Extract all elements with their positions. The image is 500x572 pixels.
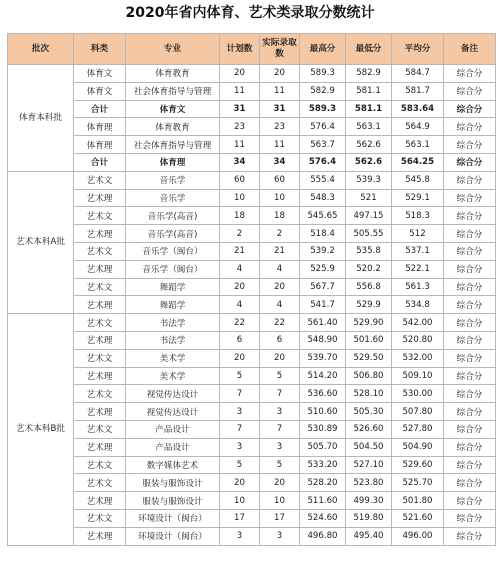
- batch-cell: 体育本科批: [8, 65, 74, 172]
- actual-cell: 3: [260, 527, 300, 545]
- header-batch: 批次: [8, 34, 74, 65]
- actual-cell: 7: [260, 385, 300, 403]
- batch-cell: 艺术本科A批: [8, 171, 74, 313]
- major-cell: 产品设计: [126, 438, 220, 456]
- note-cell: 综合分: [444, 225, 496, 243]
- max-score-cell: 514.20: [300, 367, 346, 385]
- table-row: [8, 420, 496, 438]
- header-avg: 平均分: [392, 34, 444, 65]
- major-cell: 美术学: [126, 349, 220, 367]
- plan-cell: 20: [220, 349, 260, 367]
- major-cell: 社会体育指导与管理: [126, 82, 220, 100]
- avg-score-cell: 529.1: [392, 189, 444, 207]
- actual-cell: 31: [260, 100, 300, 118]
- max-score-cell: 536.60: [300, 385, 346, 403]
- note-cell: 综合分: [444, 207, 496, 225]
- header-min: 最低分: [346, 34, 392, 65]
- note-cell: 综合分: [444, 492, 496, 510]
- avg-score-cell: 509.10: [392, 367, 444, 385]
- avg-score-cell: 545.8: [392, 171, 444, 189]
- note-cell: 综合分: [444, 527, 496, 545]
- plan-cell: 7: [220, 385, 260, 403]
- category-cell: 艺术理: [74, 367, 126, 385]
- avg-score-cell: 530.00: [392, 385, 444, 403]
- major-cell: 社会体育指导与管理: [126, 136, 220, 154]
- major-cell: 环境设计（闽台）: [126, 509, 220, 527]
- header-major: 专业: [126, 34, 220, 65]
- table-row: [8, 367, 496, 385]
- avg-score-cell: 521.60: [392, 509, 444, 527]
- min-score-cell: 499.30: [346, 492, 392, 510]
- scores-table: [7, 33, 496, 546]
- max-score-cell: 505.70: [300, 438, 346, 456]
- category-cell: 体育文: [74, 82, 126, 100]
- plan-cell: 5: [220, 367, 260, 385]
- plan-cell: 22: [220, 314, 260, 332]
- category-cell: 艺术理: [74, 189, 126, 207]
- min-score-cell: 523.80: [346, 474, 392, 492]
- category-cell: 艺术文: [74, 242, 126, 260]
- note-cell: 综合分: [444, 438, 496, 456]
- avg-score-cell: 522.1: [392, 260, 444, 278]
- avg-score-cell: 561.3: [392, 278, 444, 296]
- category-cell: 艺术理: [74, 296, 126, 314]
- category-cell: 艺术理: [74, 331, 126, 349]
- actual-cell: 22: [260, 314, 300, 332]
- table-row: [8, 153, 496, 171]
- plan-cell: 10: [220, 189, 260, 207]
- plan-cell: 18: [220, 207, 260, 225]
- header-actual: 实际录取数: [260, 34, 300, 65]
- min-score-cell: 501.60: [346, 331, 392, 349]
- max-score-cell: 510.60: [300, 403, 346, 421]
- table-row: [8, 331, 496, 349]
- major-cell: 舞蹈学: [126, 278, 220, 296]
- avg-score-cell: 518.3: [392, 207, 444, 225]
- plan-cell: 11: [220, 82, 260, 100]
- category-cell: 合计: [74, 100, 126, 118]
- category-cell: 体育文: [74, 65, 126, 83]
- max-score-cell: 576.4: [300, 118, 346, 136]
- plan-cell: 60: [220, 171, 260, 189]
- plan-cell: 10: [220, 492, 260, 510]
- page-title: 2020年省内体育、艺术类录取分数统计: [125, 5, 375, 21]
- actual-cell: 4: [260, 296, 300, 314]
- max-score-cell: 563.7: [300, 136, 346, 154]
- table-row: [8, 385, 496, 403]
- category-cell: 艺术文: [74, 278, 126, 296]
- min-score-cell: 505.55: [346, 225, 392, 243]
- category-cell: 合计: [74, 153, 126, 171]
- category-cell: 艺术文: [74, 509, 126, 527]
- max-score-cell: 496.80: [300, 527, 346, 545]
- category-cell: 体育理: [74, 118, 126, 136]
- table-row: [8, 403, 496, 421]
- max-score-cell: 524.60: [300, 509, 346, 527]
- max-score-cell: 582.9: [300, 82, 346, 100]
- table-row: [8, 189, 496, 207]
- category-cell: 艺术文: [74, 171, 126, 189]
- major-cell: 服装与服饰设计: [126, 474, 220, 492]
- major-cell: 音乐学（闽台）: [126, 242, 220, 260]
- note-cell: 综合分: [444, 242, 496, 260]
- max-score-cell: 525.9: [300, 260, 346, 278]
- plan-cell: 20: [220, 65, 260, 83]
- min-score-cell: 581.1: [346, 100, 392, 118]
- max-score-cell: 548.3: [300, 189, 346, 207]
- batch-cell: 艺术本科B批: [8, 314, 74, 545]
- min-score-cell: 539.3: [346, 171, 392, 189]
- header-row: [8, 34, 496, 65]
- category-cell: 艺术文: [74, 385, 126, 403]
- avg-score-cell: 564.9: [392, 118, 444, 136]
- max-score-cell: 539.70: [300, 349, 346, 367]
- header-note: 备注: [444, 34, 496, 65]
- avg-score-cell: 496.00: [392, 527, 444, 545]
- note-cell: 综合分: [444, 331, 496, 349]
- table-row: [8, 314, 496, 332]
- table-row: [8, 456, 496, 474]
- max-score-cell: 528.20: [300, 474, 346, 492]
- category-cell: 艺术理: [74, 260, 126, 278]
- actual-cell: 4: [260, 260, 300, 278]
- table-row: [8, 136, 496, 154]
- plan-cell: 2: [220, 225, 260, 243]
- table-row: [8, 492, 496, 510]
- actual-cell: 3: [260, 403, 300, 421]
- table-row: [8, 100, 496, 118]
- max-score-cell: 576.4: [300, 153, 346, 171]
- actual-cell: 34: [260, 153, 300, 171]
- avg-score-cell: 529.60: [392, 456, 444, 474]
- min-score-cell: 562.6: [346, 136, 392, 154]
- table-row: [8, 171, 496, 189]
- avg-score-cell: 525.70: [392, 474, 444, 492]
- avg-score-cell: 507.80: [392, 403, 444, 421]
- major-cell: 体育理: [126, 153, 220, 171]
- actual-cell: 7: [260, 420, 300, 438]
- actual-cell: 20: [260, 349, 300, 367]
- actual-cell: 20: [260, 474, 300, 492]
- note-cell: 综合分: [444, 474, 496, 492]
- table-row: [8, 82, 496, 100]
- avg-score-cell: 527.80: [392, 420, 444, 438]
- max-score-cell: 545.65: [300, 207, 346, 225]
- note-cell: 综合分: [444, 278, 496, 296]
- category-cell: 艺术理: [74, 225, 126, 243]
- min-score-cell: 529.90: [346, 314, 392, 332]
- actual-cell: 11: [260, 82, 300, 100]
- min-score-cell: 519.80: [346, 509, 392, 527]
- min-score-cell: 495.40: [346, 527, 392, 545]
- note-cell: 综合分: [444, 403, 496, 421]
- category-cell: 艺术文: [74, 207, 126, 225]
- avg-score-cell: 581.7: [392, 82, 444, 100]
- major-cell: 音乐学(高音): [126, 207, 220, 225]
- max-score-cell: 548.90: [300, 331, 346, 349]
- table-row: [8, 438, 496, 456]
- actual-cell: 17: [260, 509, 300, 527]
- note-cell: 综合分: [444, 349, 496, 367]
- min-score-cell: 504.50: [346, 438, 392, 456]
- max-score-cell: 533.20: [300, 456, 346, 474]
- min-score-cell: 529.9: [346, 296, 392, 314]
- avg-score-cell: 584.7: [392, 65, 444, 83]
- avg-score-cell: 504.90: [392, 438, 444, 456]
- actual-cell: 5: [260, 456, 300, 474]
- min-score-cell: 529.50: [346, 349, 392, 367]
- major-cell: 产品设计: [126, 420, 220, 438]
- plan-cell: 3: [220, 527, 260, 545]
- major-cell: 音乐学: [126, 189, 220, 207]
- avg-score-cell: 512: [392, 225, 444, 243]
- category-cell: 体育理: [74, 136, 126, 154]
- actual-cell: 5: [260, 367, 300, 385]
- actual-cell: 60: [260, 171, 300, 189]
- actual-cell: 6: [260, 331, 300, 349]
- avg-score-cell: 501.80: [392, 492, 444, 510]
- plan-cell: 31: [220, 100, 260, 118]
- min-score-cell: 521: [346, 189, 392, 207]
- major-cell: 数字媒体艺术: [126, 456, 220, 474]
- min-score-cell: 563.1: [346, 118, 392, 136]
- max-score-cell: 539.2: [300, 242, 346, 260]
- note-cell: 综合分: [444, 100, 496, 118]
- avg-score-cell: 583.64: [392, 100, 444, 118]
- category-cell: 艺术文: [74, 349, 126, 367]
- max-score-cell: 567.7: [300, 278, 346, 296]
- table-row: [8, 260, 496, 278]
- category-cell: 艺术文: [74, 314, 126, 332]
- major-cell: 环境设计（闽台）: [126, 527, 220, 545]
- plan-cell: 5: [220, 456, 260, 474]
- major-cell: 体育文: [126, 100, 220, 118]
- actual-cell: 10: [260, 189, 300, 207]
- avg-score-cell: 534.8: [392, 296, 444, 314]
- min-score-cell: 535.8: [346, 242, 392, 260]
- actual-cell: 23: [260, 118, 300, 136]
- major-cell: 视觉传达设计: [126, 385, 220, 403]
- actual-cell: 2: [260, 225, 300, 243]
- note-cell: 综合分: [444, 260, 496, 278]
- max-score-cell: 530.89: [300, 420, 346, 438]
- avg-score-cell: 520.80: [392, 331, 444, 349]
- table-row: [8, 474, 496, 492]
- actual-cell: 20: [260, 278, 300, 296]
- min-score-cell: 581.1: [346, 82, 392, 100]
- table-row: [8, 65, 496, 83]
- category-cell: 艺术理: [74, 438, 126, 456]
- note-cell: 综合分: [444, 385, 496, 403]
- plan-cell: 20: [220, 474, 260, 492]
- major-cell: 美术学: [126, 367, 220, 385]
- category-cell: 艺术文: [74, 456, 126, 474]
- note-cell: 综合分: [444, 65, 496, 83]
- actual-cell: 10: [260, 492, 300, 510]
- max-score-cell: 511.60: [300, 492, 346, 510]
- note-cell: 综合分: [444, 118, 496, 136]
- avg-score-cell: 537.1: [392, 242, 444, 260]
- plan-cell: 34: [220, 153, 260, 171]
- major-cell: 视觉传达设计: [126, 403, 220, 421]
- table-row: [8, 225, 496, 243]
- min-score-cell: 528.10: [346, 385, 392, 403]
- note-cell: 综合分: [444, 296, 496, 314]
- category-cell: 艺术理: [74, 492, 126, 510]
- plan-cell: 20: [220, 278, 260, 296]
- note-cell: 综合分: [444, 136, 496, 154]
- major-cell: 体育教育: [126, 65, 220, 83]
- plan-cell: 17: [220, 509, 260, 527]
- note-cell: 综合分: [444, 509, 496, 527]
- table-row: [8, 349, 496, 367]
- table-row: [8, 118, 496, 136]
- major-cell: 舞蹈学: [126, 296, 220, 314]
- actual-cell: 20: [260, 65, 300, 83]
- min-score-cell: 582.9: [346, 65, 392, 83]
- major-cell: 书法学: [126, 314, 220, 332]
- major-cell: 服装与服饰设计: [126, 492, 220, 510]
- max-score-cell: 589.3: [300, 65, 346, 83]
- header-category: 科类: [74, 34, 126, 65]
- major-cell: 书法学: [126, 331, 220, 349]
- note-cell: 综合分: [444, 367, 496, 385]
- plan-cell: 4: [220, 296, 260, 314]
- header-max: 最高分: [300, 34, 346, 65]
- actual-cell: 11: [260, 136, 300, 154]
- note-cell: 综合分: [444, 456, 496, 474]
- header-plan: 计划数: [220, 34, 260, 65]
- category-cell: 艺术文: [74, 420, 126, 438]
- actual-cell: 3: [260, 438, 300, 456]
- plan-cell: 3: [220, 403, 260, 421]
- table-row: [8, 527, 496, 545]
- avg-score-cell: 532.00: [392, 349, 444, 367]
- category-cell: 艺术文: [74, 474, 126, 492]
- major-cell: 音乐学(高音): [126, 225, 220, 243]
- table-row: [8, 278, 496, 296]
- actual-cell: 21: [260, 242, 300, 260]
- avg-score-cell: 542.00: [392, 314, 444, 332]
- actual-cell: 18: [260, 207, 300, 225]
- min-score-cell: 505.30: [346, 403, 392, 421]
- note-cell: 综合分: [444, 153, 496, 171]
- plan-cell: 6: [220, 331, 260, 349]
- note-cell: 综合分: [444, 189, 496, 207]
- max-score-cell: 561.40: [300, 314, 346, 332]
- major-cell: 音乐学: [126, 171, 220, 189]
- max-score-cell: 589.3: [300, 100, 346, 118]
- max-score-cell: 555.4: [300, 171, 346, 189]
- plan-cell: 7: [220, 420, 260, 438]
- plan-cell: 11: [220, 136, 260, 154]
- plan-cell: 21: [220, 242, 260, 260]
- avg-score-cell: 563.1: [392, 136, 444, 154]
- table-row: [8, 207, 496, 225]
- table-row: [8, 242, 496, 260]
- plan-cell: 23: [220, 118, 260, 136]
- min-score-cell: 520.2: [346, 260, 392, 278]
- min-score-cell: 526.60: [346, 420, 392, 438]
- min-score-cell: 556.8: [346, 278, 392, 296]
- note-cell: 综合分: [444, 420, 496, 438]
- table-row: [8, 509, 496, 527]
- min-score-cell: 527.10: [346, 456, 392, 474]
- category-cell: 艺术理: [74, 527, 126, 545]
- major-cell: 体育教育: [126, 118, 220, 136]
- min-score-cell: 562.6: [346, 153, 392, 171]
- major-cell: 音乐学（闽台）: [126, 260, 220, 278]
- min-score-cell: 506.80: [346, 367, 392, 385]
- plan-cell: 4: [220, 260, 260, 278]
- note-cell: 综合分: [444, 171, 496, 189]
- min-score-cell: 497.15: [346, 207, 392, 225]
- max-score-cell: 518.4: [300, 225, 346, 243]
- note-cell: 综合分: [444, 82, 496, 100]
- max-score-cell: 541.7: [300, 296, 346, 314]
- plan-cell: 3: [220, 438, 260, 456]
- note-cell: 综合分: [444, 314, 496, 332]
- table-row: [8, 296, 496, 314]
- category-cell: 艺术理: [74, 403, 126, 421]
- avg-score-cell: 564.25: [392, 153, 444, 171]
